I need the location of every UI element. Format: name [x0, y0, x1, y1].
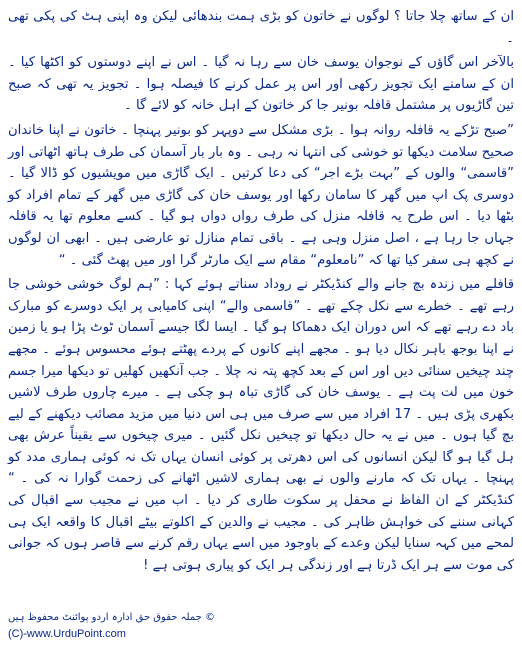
rights-note: © جملہ حقوق حق ادارہ اردو پوائنٹ محفوظ ہیں [8, 612, 215, 623]
paragraph-4: قافلے میں زندہ بچ جانے والے کنڈیکٹر نے روداد سناتے ہوئے کہا : ”ہم لوگ خوشی خوشی جا رہے تھے ۔ خطرے سے نکل چکے تھے ۔ ”قاسمی والے“ اپنی کامیابی پر ایک دوسرے کو مبارک باد دے رہے تھے کہ اس دوران ایک دھماکا ہو گیا ۔ ایسا لگا جیسے آسمان ٹوٹ پڑا ہو یا زمین نے اپنا بوجھ باہر نکال دیا ہو ۔ مجھے اپنے کانوں کے پردے پھٹتے ہوئے محسوس ہوئے ۔ مجھے چند چیخیں سنائی دیں اور اس کے بعد کچھ پتہ نہ چلا ۔ جب آنکھیں کھلیں تو دیکھا میرا جسم خون میں لت پت ہے ۔ یوسف خان کی گاڑی تباہ ہو چکی ہے ۔ میرے چاروں طرف لاشیں بکھری پڑی ہیں ۔ 17 افراد میں سے صرف میں ہی اس دنیا میں مزید مصائب دیکھنے کے لیے بچ گیا ہوں ۔ میں نے یہ حال دیکھا تو چیخیں نکل گئیں ۔ میری چیخوں سے یقیناً عرش بھی ہل گیا ہو گا لیکن انسانوں کی اس دھرتی پر کوئی انسان یہاں تک نہ کوئی ہماری مدد کو پہنچا ۔ یہاں تک کہ مارنے والوں نے بھی ہماری لاشیں اٹھانے کی زحمت گوارا نہ کی ۔ “ کنڈیکٹر کے ان الفاظ نے محفل پر سکوت طاری کر دیا ۔ اب میں نے مجیب سے اقبال کی کہانی سننے کی خواہش ظاہر کی ۔ مجیب نے والدین کے اکلوتے بیٹے اقبال کا واقعہ ایک ہی لمحے میں کہہ سنایا لیکن وعدے کے باوجود میں اسے یہاں رقم کرنے سے قاصر ہوں کہ جوانی کی موت سے ہر ایک ڈرتا ہے اور زندگی ہر ایک کو پیاری ہوتی ہے ! [8, 277, 514, 573]
paragraph-3: ”صبح تڑکے یہ قافلہ روانہ ہوا ۔ بڑی مشکل سے دوپہر کو بونیر پہنچا ۔ خاتون نے اپنا خاندان صحیح سلامت دیکھا تو خوشی کی انتہا نہ رہی ۔ وہ بار بار آسمان کی طرف ہاتھ اٹھاتی اور ”قاسمی“ والوں کے ”بہت بڑے اجر“ کی دعا کرتیں ۔ ایک گاڑی میں مویشیوں کو ڈالا گیا ۔ دوسری پک اپ میں گھر کا سامان رکھا اور یوسف خان کی گاڑی میں گھر کے تمام افراد کو بٹھا دیا ۔ اس طرح یہ قافلہ منزل کی طرف رواں دواں ہو گیا ۔ کسے معلوم تھا یہ قافلہ جہاں جا رہا ہے ، اصل منزل وہی ہے ۔ باقی تمام منازل تو عارضی ہیں ۔ ابھی ان لوگوں نے کچھ ہی سفر کیا تھا کہ ”نامعلوم“ مقام سے ایک مارٹر گرا اور میں پھٹ گئی ۔ “ [8, 122, 514, 268]
article-body [8, 6, 514, 576]
paragraph-1: ان کے ساتھ چلا جاتا ؟ لوگوں نے خاتون کو بڑی ہمت بندھائی لیکن وہ اپنی ہٹ کی پکی تھی ۔ [8, 9, 514, 46]
copyright-link[interactable]: (C)-www.UrduPoint.com [8, 628, 126, 640]
paragraph-2: بالآخر اس گاؤں کے نوجوان یوسف خان سے رہا نہ گیا ۔ اس نے اپنے دوستوں کو اکٹھا کیا ۔ ان کے سامنے ایک تجویز رکھی اور اس پر عمل کرنے کا فیصلہ ہوا ۔ تجویز یہ تھی کہ صبح تین گاڑیوں پر مشتمل قافلہ بونیر جا کر خاتون کے اہل خانہ کو لائے گا ۔ [8, 55, 514, 114]
